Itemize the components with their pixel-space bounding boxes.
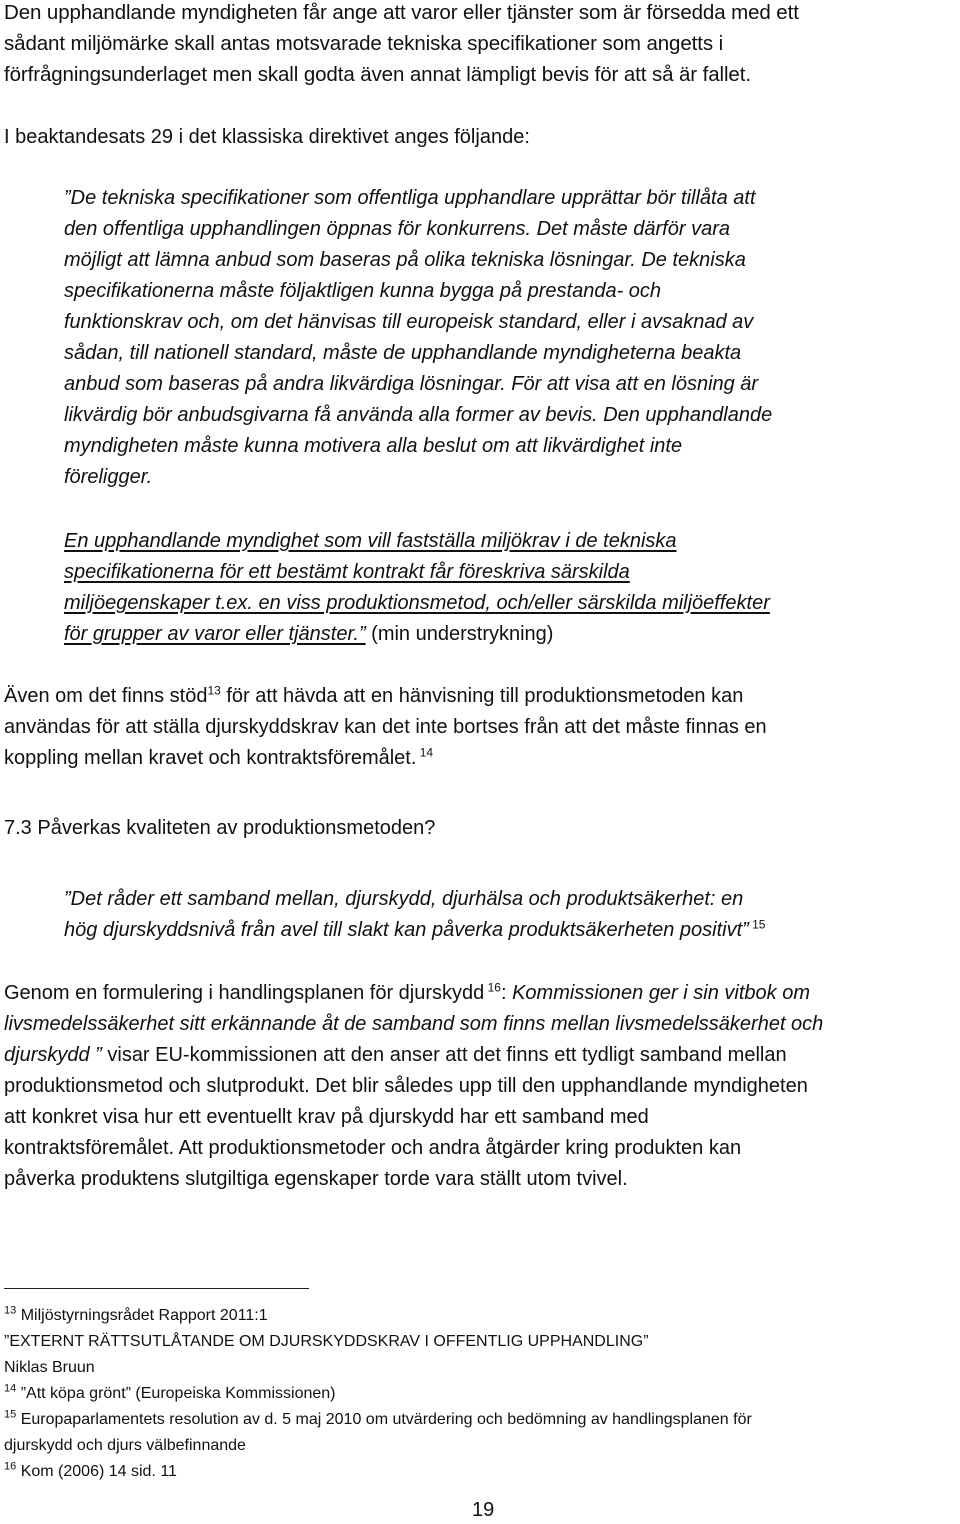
aven-line-2: användas för att ställa djurskyddskrav kan det inte bortses från att det måste finnas en	[4, 716, 767, 738]
footnote-15	[4, 1407, 954, 1433]
aven-line-1b: för att hävda att en hänvisning till produktionsmetoden kan	[220, 685, 744, 707]
quote1-line-10: föreligger.	[64, 466, 153, 488]
underlined-quote	[64, 526, 954, 650]
genom-line-3a: djurskydd ”	[4, 1044, 102, 1066]
beaktandesats-paragraph: I beaktandesats 29 i det klassiska direktivet anges följande:	[4, 126, 530, 148]
quote1-line-5: funktionskrav och, om det hänvisas till europeisk standard, eller i avsaknad av	[64, 311, 754, 333]
footnote-13-text-a: Miljöstyrningsrådet Rapport 2011:1	[16, 1307, 268, 1324]
footnote-16-number: 16	[4, 1460, 17, 1473]
footnote-separator	[4, 1288, 309, 1289]
footnotes	[4, 1303, 954, 1485]
footnote-13	[4, 1303, 954, 1329]
genom-line-1	[4, 978, 960, 1009]
footnote-13-text-b: ”EXTERNT RÄTTSUTLÅTANDE OM DJURSKYDDSKRAV I OFFENTLIG UPPHANDLING”	[4, 1333, 649, 1350]
quote2-line-3: miljöegenskaper t.ex. en viss produktionsmetod, och/eller särskilda miljöeffekter	[64, 592, 770, 614]
section-heading: 7.3 Påverkas kvaliteten av produktionsmetoden?	[4, 817, 436, 839]
genom-line-3	[4, 1040, 960, 1071]
footnote-14	[4, 1381, 954, 1407]
action-plan-paragraph	[4, 978, 960, 1195]
aven-line-1a: Även om det finns stöd	[4, 685, 208, 707]
footnote-ref-15[interactable]: 15	[748, 917, 766, 932]
intro-line-3: förfrågningsunderlaget men skall godta även annat lämpligt bevis för att så är fallet.	[4, 63, 751, 86]
support-paragraph	[4, 681, 954, 774]
directive-quote	[64, 183, 954, 493]
quote3-line-2-text: hög djurskyddsnivå från avel till slakt kan påverka produktsäkerheten positivt”	[64, 919, 749, 941]
footnote-ref-13[interactable]: 13	[207, 683, 221, 698]
genom-line-1a: Genom en formulering i handlingsplanen för djurskydd	[4, 982, 485, 1004]
footnote-15-number: 15	[4, 1408, 17, 1421]
genom-line-4: produktionsmetod och slutprodukt. Det blir således upp till den upphandlande myndigheten	[4, 1075, 808, 1097]
genom-line-5: att konkret visa hur ett eventuellt krav på djurskydd har ett samband med	[4, 1106, 649, 1128]
product-safety-quote	[64, 884, 954, 946]
emphasis-note: (min understrykning)	[365, 623, 554, 645]
footnote-16	[4, 1459, 954, 1485]
genom-line-6: kontraktsföremålet. Att produktionsmetoder och andra åtgärder kring produkten kan	[4, 1137, 742, 1159]
quote1-line-7: anbud som baseras på andra likvärdiga lösningar. För att visa att en lösning är	[64, 373, 759, 395]
quote1-line-3: möjligt att lämna anbud som baseras på olika tekniska lösningar. De tekniska	[64, 249, 746, 271]
quote2-line-4	[64, 619, 954, 650]
footnote-ref-16[interactable]: 16	[484, 980, 501, 995]
footnote-13-text-c: Niklas Bruun	[4, 1359, 95, 1376]
footnote-15-text-b: djurskydd och djurs välbefinnande	[4, 1437, 246, 1454]
footnote-15-text-a: Europaparlamentets resolution av d. 5 maj 2010 om utvärdering och bedömning av handlingsplanen för	[16, 1411, 752, 1428]
intro-line-2: sådant miljömärke skall antas motsvarade tekniska specifikationer som angetts i	[4, 32, 724, 55]
quote1-line-6: sådan, till nationell standard, måste de upphandlande myndigheterna beakta	[64, 342, 742, 364]
footnote-13-number: 13	[4, 1304, 17, 1317]
footnote-16-text: Kom (2006) 14 sid. 11	[16, 1463, 177, 1480]
quote2-line-1: En upphandlande myndighet som vill fastställa miljökrav i de tekniska	[64, 530, 677, 552]
genom-line-1c: Kommissionen ger i sin vitbok om	[512, 982, 810, 1004]
quote2-line-4-text: för grupper av varor eller tjänster.”	[64, 623, 366, 645]
quote1-line-4: specifikationerna måste följaktligen kunna bygga på prestanda- och	[64, 280, 662, 302]
quote1-line-9: myndigheten måste kunna motivera alla beslut om att likvärdighet inte	[64, 435, 683, 457]
quote3-line-1: ”Det råder ett samband mellan, djurskydd, djurhälsa och produktsäkerhet: en	[64, 888, 744, 910]
footnote-ref-14[interactable]: 14	[416, 745, 434, 760]
quote1-line-1: ”De tekniska specifikationer som offentliga upphandlare upprättar bör tillåta att	[64, 187, 756, 209]
quote3-line-2	[64, 915, 954, 946]
footnote-14-number: 14	[4, 1382, 17, 1395]
genom-line-1b: :	[500, 982, 513, 1004]
aven-line-1	[4, 681, 954, 712]
footnote-14-text: ”Att köpa grönt” (Europeiska Kommissionen)	[16, 1385, 336, 1402]
intro-paragraph	[4, 0, 960, 90]
aven-line-3	[4, 743, 954, 774]
genom-line-7: påverka produktens slutgiltiga egenskaper torde vara ställt utom tvivel.	[4, 1168, 628, 1190]
intro-line-1: Den upphandlande myndigheten får ange att varor eller tjänster som är försedda med ett	[4, 1, 799, 24]
quote2-line-2: specifikationerna för ett bestämt kontrakt får föreskriva särskilda	[64, 561, 630, 583]
quote1-line-8: likvärdig bör anbudsgivarna få använda alla former av bevis. Den upphandlande	[64, 404, 773, 426]
genom-line-3b: visar EU-kommissionen att den anser att det finns ett tydligt samband mellan	[101, 1044, 787, 1066]
quote1-line-2: den offentliga upphandlingen öppnas för konkurrens. Det måste därför vara	[64, 218, 730, 240]
page-number: 19	[472, 1499, 495, 1521]
aven-line-3-text: koppling mellan kravet och kontraktsföremålet.	[4, 747, 417, 769]
genom-line-2: livsmedelssäkerhet sitt erkännande åt de samband som finns mellan livsmedelssäkerhet och	[4, 1013, 824, 1035]
